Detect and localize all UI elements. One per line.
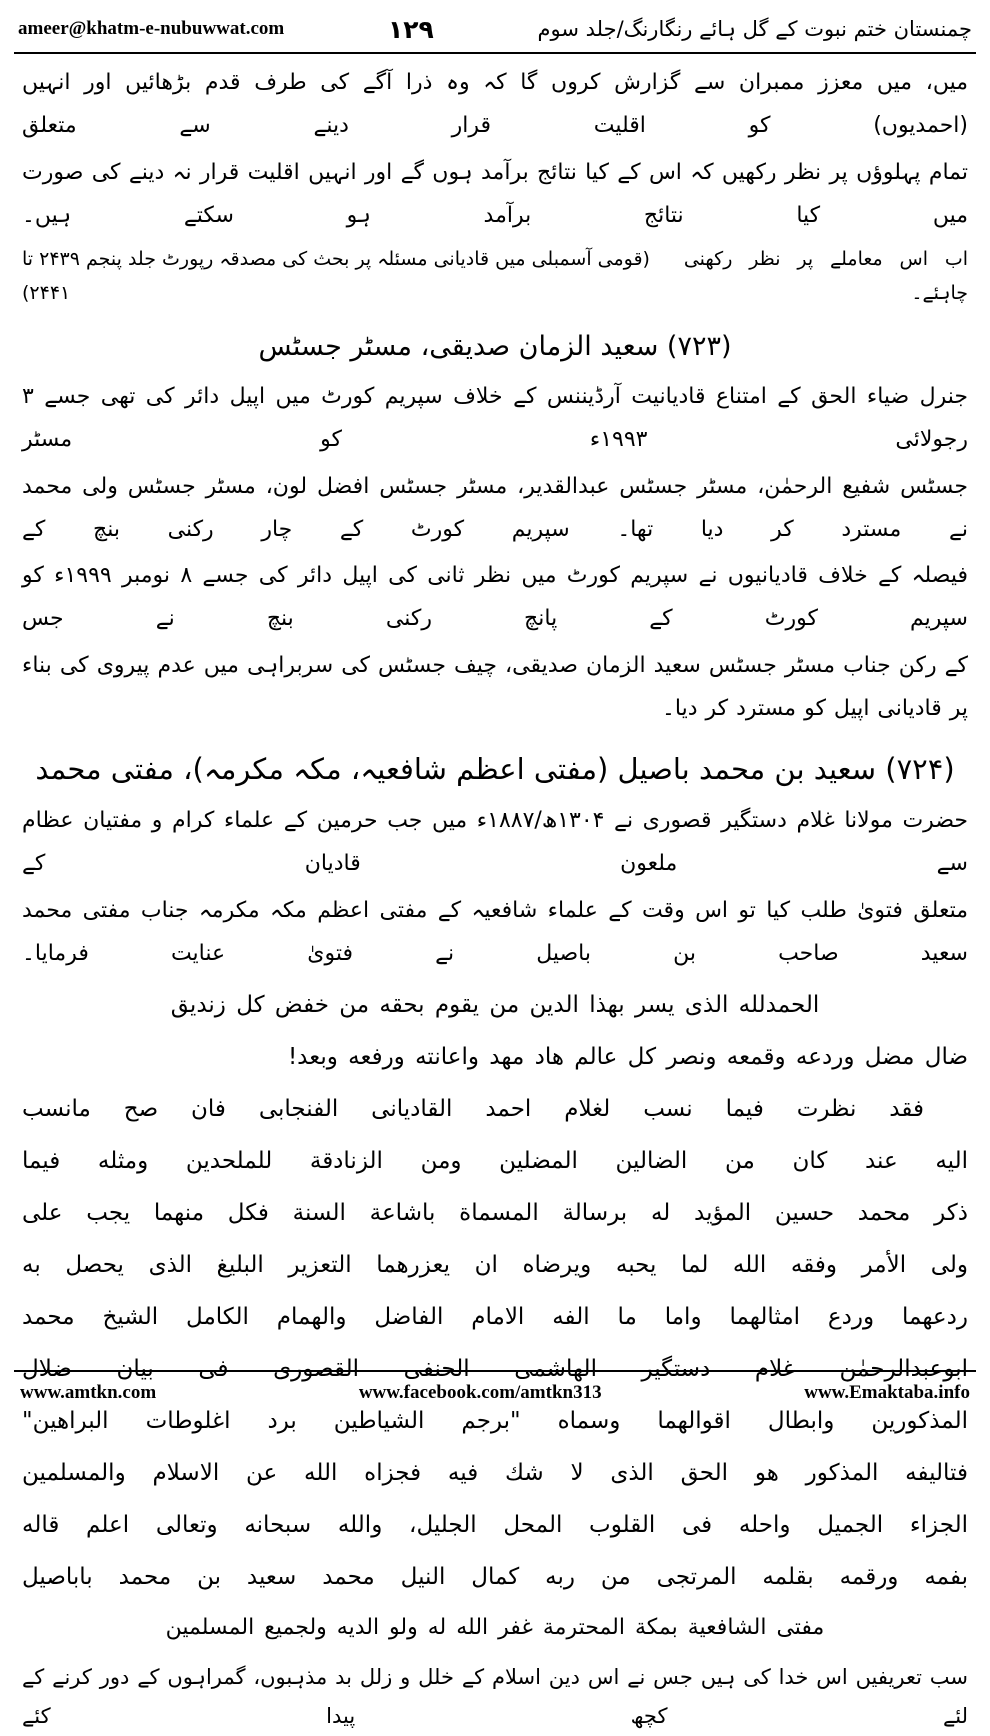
- paragraph-assembly-line-2: تمام پہلوؤں پر نظر رکھیں کہ اس کے کیا نتائج برآمد ہوں گے اور انہیں اقلیت قرار نہ دینے کی صورت میں کیا نتائج برآمد ہو سکتے ہیں۔: [22, 159, 968, 228]
- paragraph-724-line-2: متعلق فتویٰ طلب کیا تو اس وقت کے علماء شافعیہ کے مفتی اعظم مکہ مکرمہ جناب مفتی محمد سعید صاحب بن باصیل نے فتویٰ عنایت فرمایا۔: [22, 898, 968, 966]
- fatwa-arabic-line-5: ذكر محمد حسين المؤيد له برسالة المسماة باشاعة السنة فكل منهما يجب على: [22, 1199, 968, 1226]
- fatwa-arabic-line-13: مفتى الشافعية بمكة المحترمة غفر الله له ولو الديه ولجميع المسلمين: [165, 1614, 825, 1640]
- fatwa-arabic-line-10: فتاليفه المذكور هو الحق الذى لا شك فيه فجزاه الله عن الاسلام والمسلمين: [22, 1459, 968, 1486]
- page-footer: [20, 1378, 970, 1408]
- fatwa-arabic-line-8: ابوعبدالرحمٰن غلام دستگير الهاشمى الحنفى القصورى فى بيان ضلال: [22, 1355, 968, 1382]
- section-heading-724: (۷۲۴) سعید بن محمد باصیل (مفتی اعظم شافعیہ، مکہ مکرمہ)، مفتی محمد: [35, 751, 955, 786]
- page-header: [18, 10, 972, 48]
- fatwa-arabic-line-11: الجزاء الجميل واحله فى القلوب المحل الجليل، والله سبحانه وتعالى اعلم قاله: [22, 1511, 968, 1538]
- paragraph-assembly-line-1: میں، میں معزز ممبران سے گزارش کروں گا کہ وہ ذرا آگے کی طرف قدم بڑھائیں اور انہیں (احمدیوں) کو اقلیت قرار دینے سے متعلق: [22, 70, 968, 138]
- paragraph-723-line-1: جنرل ضیاء الحق کے امتناع قادیانیت آرڈیننس کے خلاف سپریم کورٹ میں اپیل دائر کی تھی جسے ۳ رجولائی ۱۹۹۳ء کو مسٹر: [22, 383, 969, 452]
- footer-link-emaktaba[interactable]: www.Emaktaba.info: [804, 1382, 970, 1403]
- footer-divider: [14, 1370, 976, 1372]
- fatwa-arabic-line-9: المذكورين وابطال اقوالهما وسماه "برجم الشياطين برد اغلوطات البراهين": [22, 1407, 968, 1434]
- header-email: ameer@khatm-e-nubuwwat.com: [18, 18, 285, 39]
- fatwa-arabic-line-3: فقد نظرت فيما نسب لغلام احمد القاديانى الفنجابى فان صح مانسب: [22, 1095, 924, 1122]
- footer-link-facebook[interactable]: www.facebook.com/amtkn313: [358, 1382, 602, 1403]
- reference-line: [22, 242, 968, 310]
- fatwa-arabic-line-1: الحمدلله الذى يسر بهذا الدين من يقوم بحقه من خفض كل زنديق: [170, 991, 820, 1018]
- page-number: ۱۲۹: [387, 14, 434, 44]
- fatwa-arabic-line-4: اليه عند كان من الضالين المضلين ومن الزنادقة للملحدين ومثله فيما: [22, 1147, 968, 1174]
- paragraph-723-line-2: جسٹس شفیع الرحمٰن، مسٹر جسٹس عبدالقدیر، مسٹر جسٹس افضل لون، مسٹر جسٹس ولی محمد نے مسترد کر دیا تھا۔ سپریم کورٹ کے چار رکنی بنچ کے: [22, 473, 968, 542]
- fatwa-arabic-line-7: ردعهما وردع امثالهما واما ما الفه الامام الفاضل والهمام الكامل الشيخ محمد: [22, 1303, 968, 1330]
- fatwa-arabic-line-6: ولى الأمر وفقه الله لما يحبه ويرضاه ان يعزرهما التعزير البليغ الذى يحصل به: [22, 1251, 968, 1278]
- header-divider: [14, 52, 976, 54]
- paragraph-723-line-4: کے رکن جناب مسٹر جسٹس سعید الزمان صدیقی، چیف جسٹس کی سربراہی میں عدم پیروی کی بناء پر قادیانی اپیل کو مسترد کر دیا۔: [22, 653, 968, 722]
- fatwa-arabic-line-12: بفمه ورقمه بقلمه المرتجى من ربه كمال النيل محمد سعيد بن محمد باباصيل: [22, 1563, 968, 1590]
- closing-paragraph: سب تعریفیں اس خدا کی ہیں جس نے اس دین اسلام کے خلل و زلل بد مذہبوں، گمراہوں کے دور کرنے کے لئے کچھ پیدا کئے: [22, 1664, 968, 1728]
- paragraph-assembly-line-3: اب اس معاملے پر نظر رکھنی چاہئے۔: [683, 247, 968, 304]
- paragraph-723-line-3: فیصلہ کے خلاف قادیانیوں نے سپریم کورٹ میں نظر ثانی کی اپیل دائر کی جسے ۸ نومبر ۱۹۹۹ء کو سپریم کورٹ کے پانچ رکنی بنچ نے جس: [22, 563, 968, 632]
- fatwa-arabic-line-2: ضال مضل وردعه وقمعه ونصر كل عالم هاد مهد واعانته ورفعه وبعد!: [287, 1043, 968, 1070]
- section-heading-723: (۷۲۳) سعید الزمان صدیقی، مسٹر جسٹس: [258, 330, 732, 362]
- book-title: چمنستان ختم نبوت کے گل ہائے رنگارنگ/جلد سوم: [537, 17, 972, 41]
- paragraph-724-line-1: حضرت مولانا غلام دستگیر قصوری نے ۱۳۰۴ھ/۱۸۸۷ء میں جب حرمین کے علماء کرام و مفتیان عظام سے ملعون قادیان کے: [22, 808, 969, 877]
- reference-citation: (قومی آسمبلی میں قادیانی مسئلہ پر بحث کی مصدقہ رپورٹ جلد پنجم ۲۴۳۹ تا ۲۴۴۱): [22, 247, 650, 304]
- footer-link-website[interactable]: www.amtkn.com: [20, 1382, 157, 1403]
